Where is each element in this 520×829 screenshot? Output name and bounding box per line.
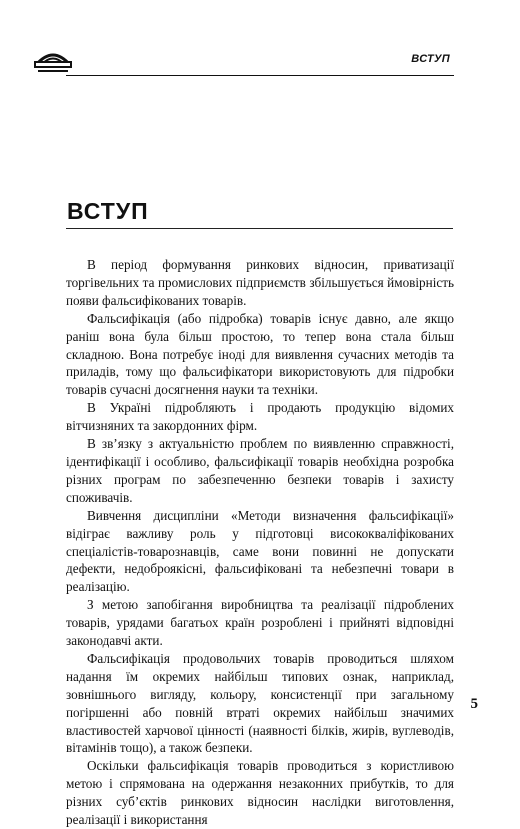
heading-rule	[66, 228, 453, 229]
paragraph: В Україні підробляють і продають продукцію відомих вітчизняних та закордонних фірм.	[66, 400, 454, 434]
paragraph: Вивчення дисципліни «Методи визначення фальсифікації» відіграє важливу роль у підготовці висококваліфікованих спеціалістів-товарознавців, саме вони повинні не допускати дефекти, недоброякісні, фальсифіковані та небезпечні товари в реалізацію.	[66, 507, 454, 595]
header-rule	[66, 75, 454, 76]
paragraph: В період формування ринкових відносин, приватизації торгівельних та промислових підприємств збільшується ймовірність появи фальсифікованих товарів.	[66, 257, 454, 308]
page-number: 5	[470, 696, 478, 712]
paragraph: Фальсифікація продовольчих товарів проводиться шляхом надання їм окремих найбільш типових ознак, наприклад, зовнішнього вигляду, кольору, консистенції при загальному погіршенні або повній втраті окремих найбільш значимих властивостей харчової цінності (наявності білків, жирів, вуглеводів, вітамінів тощо), а також безпеки.	[66, 650, 454, 756]
body-text	[66, 256, 454, 829]
chapter-heading: ВСТУП	[67, 198, 149, 224]
running-header-title: ВСТУП	[411, 53, 450, 65]
paragraph: Оскільки фальсифікація товарів проводиться з користливою метою і спрямована на одержання незаконних прибутків, то для різних суб’єктів ринкових відносин наслідки виготовлення, реалізації і використання	[66, 758, 454, 828]
publisher-logo-icon	[32, 48, 74, 74]
paragraph: В зв’язку з актуальністю проблем по виявленню справжності, ідентифікації і особливо, фальсифікації товарів необхідна розробка різних програм по забезпеченню безпеки товарів і захисту споживачів.	[66, 436, 454, 505]
paragraph: Фальсифікація (або підробка) товарів існує давно, але якщо раніш вона була більш простою, то тепер вона стала більш складною. Вона потребує іноді для виявлення сучасних методів та приладів, тому що фальсифікатори використовують для підробки товарів сучасні досягнення науки та техніки.	[66, 310, 454, 398]
paragraph: З метою запобігання виробництва та реалізації підроблених товарів, урядами багатьох країн розроблені і прийняті відповідні законодавчі акти.	[66, 597, 454, 649]
